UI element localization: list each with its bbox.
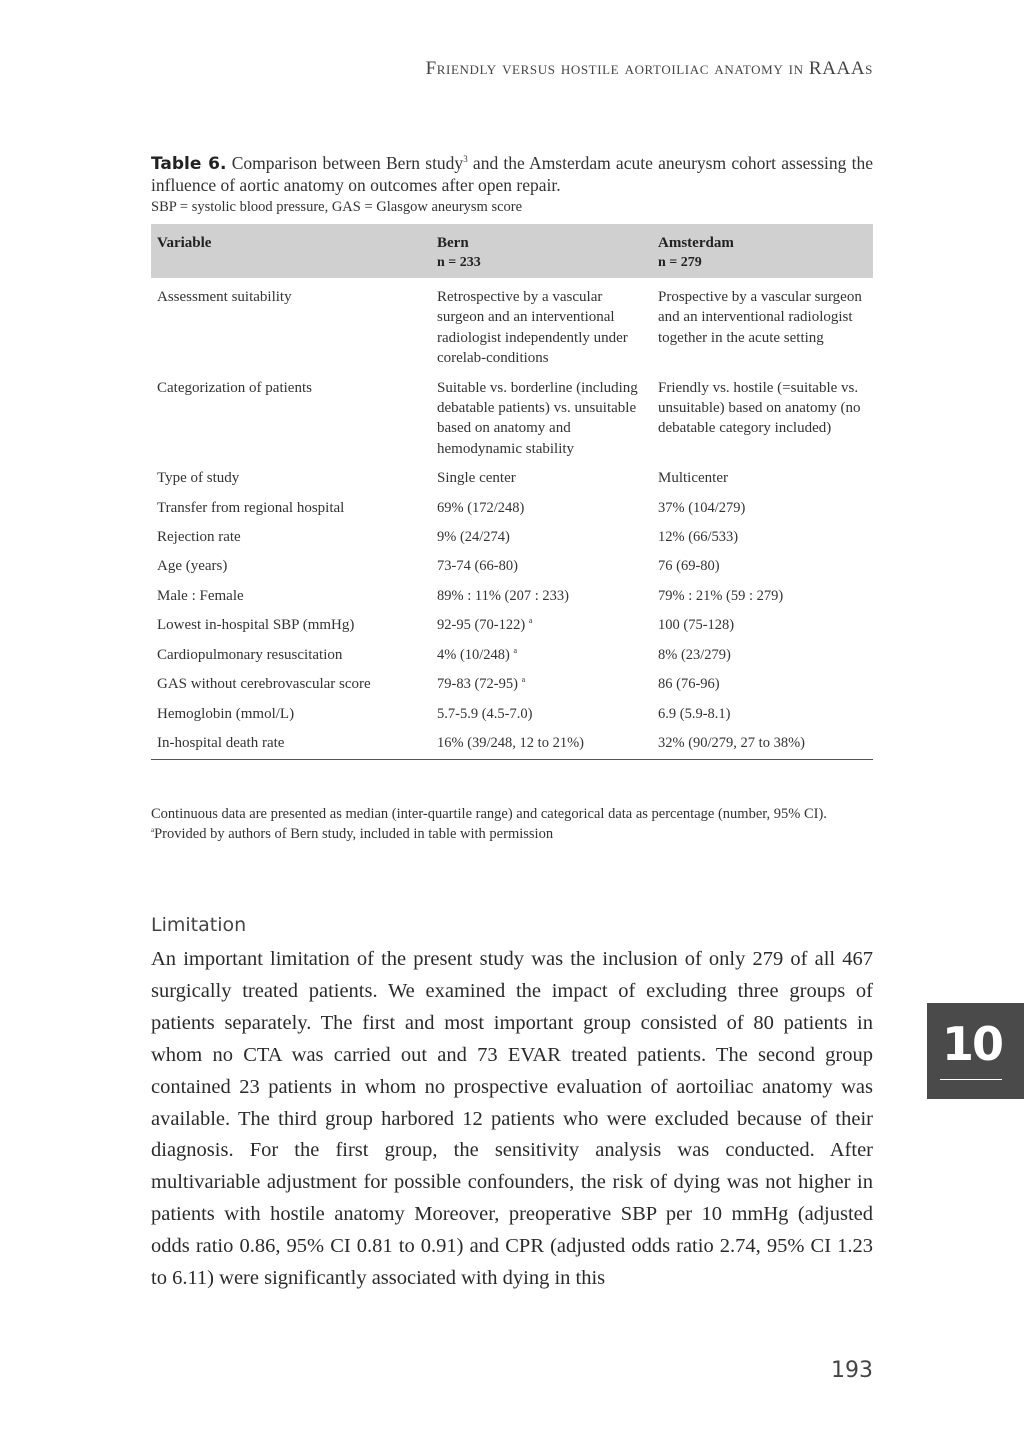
- table-row: [151, 526, 873, 555]
- cell-amsterdam-text: 6.9 (5.9-8.1): [658, 705, 731, 722]
- cell-bern-text: Suitable vs. borderline (including debatable patients) vs. unsuitable based on anatomy and hemodynamic stability: [437, 379, 638, 457]
- cell-bern-text: 4% (10/248): [437, 646, 510, 663]
- footnote-a-text: Provided by authors of Bern study, included in table with permission: [154, 826, 554, 842]
- section-title: Limitation: [151, 914, 247, 936]
- column-header-count: n = 233: [437, 255, 481, 270]
- cell-variable-text: In-hospital death rate: [157, 734, 285, 751]
- cell-amsterdam-text: 37% (104/279): [658, 499, 746, 516]
- cell-amsterdam-text: Multicenter: [658, 470, 728, 487]
- table-row: [151, 673, 873, 702]
- caption-text-start: Comparison between Bern study: [231, 153, 464, 173]
- cell-bern: [431, 673, 652, 702]
- cell-variable: [151, 732, 431, 760]
- cell-variable-text: Categorization of patients: [157, 379, 312, 396]
- cell-bern-text: 89% : 11% (207 : 233): [437, 587, 569, 604]
- cell-amsterdam: [652, 555, 873, 584]
- cell-bern-text: 73-74 (66-80): [437, 558, 518, 575]
- body-paragraph: An important limitation of the present study was the inclusion of only 279 of all 467 surgically treated patients. We examined the impact of excluding three groups of patients separately. The first and most important group consisted of 80 patients in whom no CTA was carried out and 73 EVAR treated patients. The second group contained 23 patients in whom no prospective evaluation of aortoiliac anatomy was available. The third group harbored 12 patients who were excluded because of their diagnosis. For the first group, the sensitivity analysis was conducted. After multivariable adjustment for possible confounders, the risk of dying was not higher in patients with hostile anatomy Moreover, preoperative SBP per 10 mmHg (adjusted odds ratio 0.86, 95% CI 0.81 to 0.91) and CPR (adjusted odds ratio 2.74, 95% CI 1.23 to 6.11) were significantly associated with dying in this: [151, 948, 873, 1290]
- cell-amsterdam: [652, 673, 873, 702]
- cell-bern-text: 9% (24/274): [437, 529, 510, 546]
- table-row: [151, 377, 873, 468]
- cell-bern: [431, 732, 652, 760]
- cell-amsterdam-text: 79% : 21% (59 : 279): [658, 587, 784, 604]
- column-header: [652, 224, 873, 278]
- cell-bern: [431, 644, 652, 673]
- cell-variable: [151, 467, 431, 496]
- footnote-marker: a: [528, 616, 533, 626]
- cell-amsterdam: [652, 585, 873, 614]
- cell-amsterdam-text: 8% (23/279): [658, 646, 731, 663]
- cell-variable: [151, 497, 431, 526]
- cell-variable-text: Rejection rate: [157, 529, 241, 546]
- table-abbreviations: SBP = systolic blood pressure, GAS = Glasgow aneurysm score: [151, 199, 523, 215]
- cell-bern-text: 79-83 (72-95): [437, 676, 518, 693]
- table-row: [151, 467, 873, 496]
- cell-amsterdam: [652, 732, 873, 760]
- chapter-number: 10: [941, 1017, 1002, 1071]
- cell-amsterdam: [652, 703, 873, 732]
- footnote-main: Continuous data are presented as median (inter-quartile range) and categorical data as percentage (number, 95% CI).: [151, 806, 827, 822]
- running-head: Friendly versus hostile aortoiliac anatomy in RAAAs: [425, 58, 873, 79]
- cell-variable: [151, 278, 431, 377]
- cell-variable: [151, 585, 431, 614]
- table-row: [151, 732, 873, 760]
- column-header-label: Bern: [437, 235, 469, 251]
- cell-variable: [151, 673, 431, 702]
- cell-amsterdam: [652, 377, 873, 468]
- column-header: [151, 224, 431, 278]
- cell-variable: [151, 703, 431, 732]
- cell-variable: [151, 555, 431, 584]
- comparison-table: [151, 224, 873, 760]
- cell-variable-text: Hemoglobin (mmol/L): [157, 705, 295, 722]
- cell-amsterdam: [652, 644, 873, 673]
- table-header-row: [151, 224, 873, 278]
- column-header-label: Variable: [157, 235, 212, 251]
- table-label: Table 6.: [151, 154, 227, 174]
- cell-bern: [431, 497, 652, 526]
- cell-bern: [431, 703, 652, 732]
- footnote-mark: a: [151, 826, 155, 835]
- chapter-tab-rule: [940, 1079, 1002, 1080]
- caption-text-end: and the Amsterdam acute aneurysm cohort assessing the influence of aortic anatomy on outcomes after open repair.: [151, 153, 874, 195]
- table-row: [151, 585, 873, 614]
- footnote-marker: a: [513, 645, 518, 655]
- cell-amsterdam-text: 100 (75-128): [658, 617, 735, 634]
- table-body: [151, 278, 873, 760]
- cell-bern-text: 5.7-5.9 (4.5-7.0): [437, 705, 533, 722]
- cell-variable-text: Age (years): [157, 558, 228, 575]
- table-row: [151, 278, 873, 377]
- cell-variable-text: Lowest in-hospital SBP (mmHg): [157, 617, 355, 634]
- column-header-label: Amsterdam: [658, 235, 734, 251]
- cell-amsterdam-text: 32% (90/279, 27 to 38%): [658, 734, 805, 751]
- cell-bern-text: Retrospective by a vascular surgeon and an interventional radiologist independently under corelab-conditions: [437, 289, 628, 367]
- cell-variable: [151, 614, 431, 643]
- cell-variable-text: Cardiopulmonary resuscitation: [157, 646, 343, 663]
- cell-bern-text: 16% (39/248, 12 to 21%): [437, 734, 584, 751]
- cell-bern-text: 92-95 (70-122): [437, 617, 526, 634]
- table-caption: [151, 153, 873, 196]
- cell-bern: [431, 585, 652, 614]
- chapter-tab: [927, 1003, 1024, 1099]
- cell-variable-text: Male : Female: [157, 587, 244, 604]
- table-row: [151, 614, 873, 643]
- cell-variable: [151, 526, 431, 555]
- cell-bern: [431, 278, 652, 377]
- cell-amsterdam: [652, 497, 873, 526]
- table-row: [151, 644, 873, 673]
- cell-amsterdam-text: 76 (69-80): [658, 558, 720, 575]
- cell-bern: [431, 467, 652, 496]
- cell-amsterdam-text: 12% (66/533): [658, 529, 739, 546]
- cell-bern: [431, 555, 652, 584]
- cell-variable: [151, 644, 431, 673]
- cell-variable-text: GAS without cerebrovascular score: [157, 676, 371, 693]
- footnote-a: [151, 824, 873, 844]
- cell-amsterdam-text: Prospective by a vascular surgeon and an interventional radiologist together in the acute setting: [658, 289, 862, 346]
- table-row: [151, 555, 873, 584]
- cell-bern: [431, 614, 652, 643]
- column-header-count: n = 279: [658, 255, 702, 270]
- cell-amsterdam: [652, 526, 873, 555]
- cell-variable-text: Type of study: [157, 470, 240, 487]
- cell-bern: [431, 377, 652, 468]
- table-footnote: [151, 804, 873, 844]
- cell-amsterdam-text: Friendly vs. hostile (=suitable vs. unsuitable) based on anatomy (no debatable category included): [658, 379, 861, 437]
- cell-bern: [431, 526, 652, 555]
- cell-variable: [151, 377, 431, 468]
- caption-reference: 3: [463, 154, 468, 165]
- cell-variable-text: Transfer from regional hospital: [157, 499, 345, 516]
- page-number: 193: [831, 1358, 873, 1383]
- cell-amsterdam-text: 86 (76-96): [658, 676, 720, 693]
- cell-variable-text: Assessment suitability: [157, 289, 292, 305]
- cell-bern-text: Single center: [437, 470, 516, 487]
- table-row: [151, 497, 873, 526]
- cell-amsterdam: [652, 278, 873, 377]
- cell-amsterdam: [652, 614, 873, 643]
- cell-bern-text: 69% (172/248): [437, 499, 525, 516]
- cell-amsterdam: [652, 467, 873, 496]
- table-row: [151, 703, 873, 732]
- footnote-marker: a: [521, 675, 526, 685]
- column-header: [431, 224, 652, 278]
